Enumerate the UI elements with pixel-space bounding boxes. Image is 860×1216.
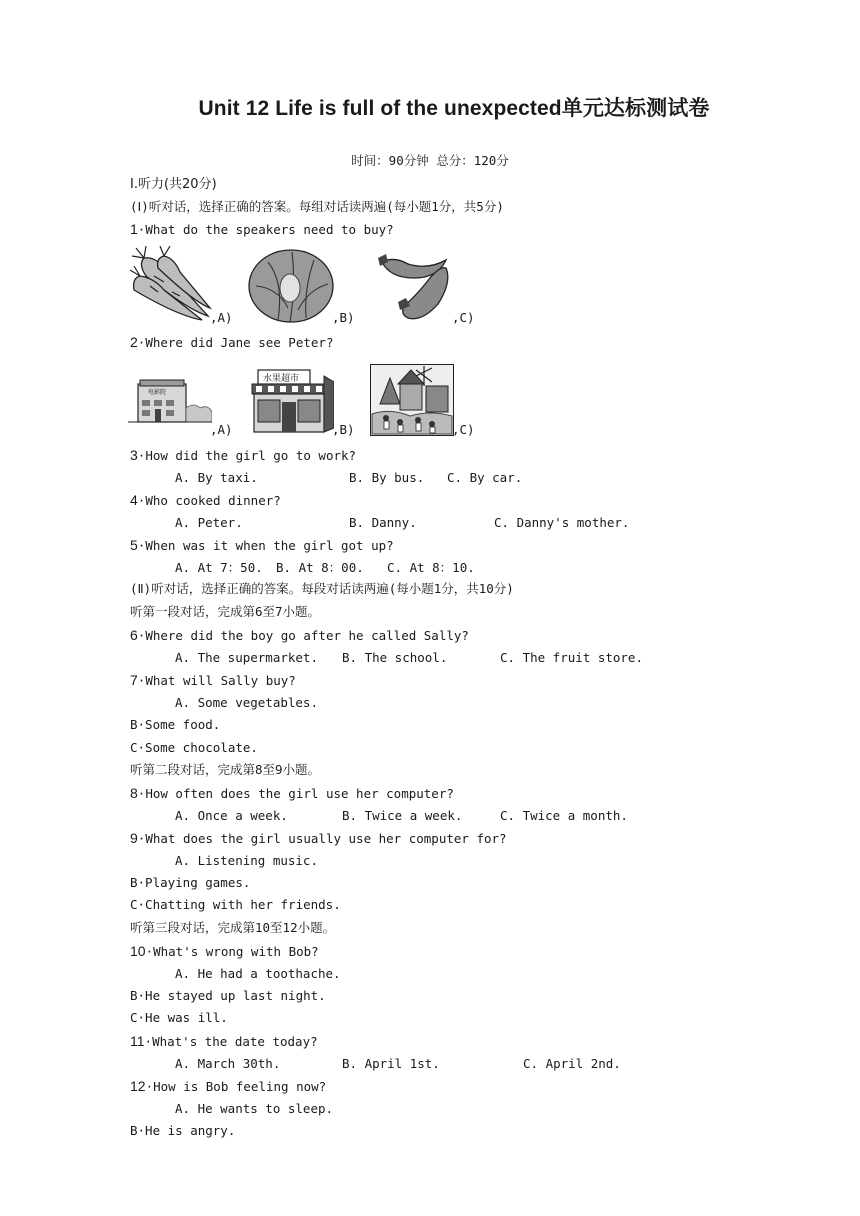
question-number: 1 (130, 221, 138, 237)
question-number: 9 (130, 830, 138, 846)
option-b: B. Danny. (349, 515, 417, 530)
cabbage-picture (248, 248, 334, 324)
part-1-instruction: (Ⅰ)听对话，选择正确的答案。每组对话读两遍(每小题1分，共5分) (130, 199, 504, 214)
question-number: 4 (130, 492, 138, 508)
question-10 (130, 943, 319, 960)
option-a: A. He had a toothache. (175, 966, 341, 981)
question-12 (130, 1078, 326, 1095)
question-text: ·Who cooked dinner? (137, 493, 281, 508)
option-b: B. At 8：00. (276, 560, 364, 575)
option-a-label: ,A) (210, 310, 233, 325)
option-b: B·Some food. (130, 717, 221, 732)
question-text: ·What will Sally buy? (137, 673, 296, 688)
option-b-label: ,B) (332, 422, 355, 437)
option-c: C. At 8：10. (387, 560, 475, 575)
question-number: 12 (130, 1078, 146, 1094)
question-text: ·How often does the girl use her computer? (137, 786, 454, 801)
dialogue-2-instruction: 听第二段对话，完成第8至9小题。 (130, 762, 321, 777)
cinema-picture (128, 378, 212, 424)
carrots-picture (128, 246, 212, 322)
option-b: B. Twice a week. (342, 808, 463, 823)
title-chinese: 单元达标测试卷 (561, 96, 710, 120)
question-number: 7 (130, 672, 138, 688)
question-number: 11 (130, 1033, 145, 1049)
peppers-picture (376, 248, 452, 324)
question-5 (130, 537, 394, 554)
option-b: B·He is angry. (130, 1123, 236, 1138)
question-6 (130, 627, 469, 644)
option-c: C. April 2nd. (523, 1056, 621, 1071)
question-text: ·Where did the boy go after he called Sally? (137, 628, 469, 643)
question-number: 10 (130, 943, 146, 959)
question-1 (130, 221, 394, 238)
option-c: C. By car. (447, 470, 523, 485)
option-b: B·Playing games. (130, 875, 251, 890)
option-a: A. He wants to sleep. (175, 1101, 334, 1116)
option-a: A. The supermarket. (175, 650, 318, 665)
shop-sign: 水果超市 (263, 374, 300, 384)
dialogue-1-instruction: 听第一段对话，完成第6至7小题。 (130, 604, 321, 619)
question-2 (130, 334, 333, 351)
question-number: 8 (130, 785, 138, 801)
title-english: Unit 12 Life is full of the unexpected (198, 97, 562, 120)
question-number: 5 (130, 537, 138, 553)
dialogue-3-instruction: 听第三段对话，完成第10至12小题。 (130, 920, 336, 935)
option-a: A. Once a week. (175, 808, 288, 823)
question-text: ·How did the girl go to work? (137, 448, 357, 463)
question-text: ·What does the girl usually use her computer for? (137, 831, 507, 846)
part-2-instruction: (Ⅱ)听对话，选择正确的答案。每段对话读两遍(每小题1分，共10分) (130, 581, 514, 596)
option-a: A. By taxi. (175, 470, 258, 485)
page-title (0, 92, 860, 122)
question-text: ·How is Bob feeling now? (145, 1079, 327, 1094)
question-text: ·What do the speakers need to buy? (137, 222, 394, 237)
question-7 (130, 672, 296, 689)
option-a: A. Peter. (175, 515, 243, 530)
option-a-label: ,A) (210, 422, 233, 437)
option-c-label: ,C) (452, 422, 475, 437)
option-c: C. The fruit store. (500, 650, 643, 665)
question-9 (130, 830, 507, 847)
option-a: A. Listening music. (175, 853, 318, 868)
question-11 (130, 1033, 318, 1050)
cinema-sign: 电影院 (148, 389, 167, 396)
exam-meta: 时间：90分钟 总分：120分 (351, 153, 509, 168)
question-text: ·What's wrong with Bob? (145, 944, 319, 959)
option-c: C·He was ill. (130, 1010, 228, 1025)
question-text: ·What's the date today? (144, 1034, 318, 1049)
question-number: 2 (130, 334, 138, 350)
option-a: A. March 30th. (175, 1056, 281, 1071)
question-number: 6 (130, 627, 138, 643)
option-c: C. Twice a month. (500, 808, 628, 823)
option-b: B·He stayed up last night. (130, 988, 326, 1003)
option-c: C·Some chocolate. (130, 740, 258, 755)
option-b: B. By bus. (349, 470, 425, 485)
option-c: C·Chatting with her friends. (130, 897, 341, 912)
option-b-label: ,B) (332, 310, 355, 325)
amusement-park-picture (370, 364, 454, 436)
question-3 (130, 447, 356, 464)
option-c: C. Danny's mother. (494, 515, 630, 530)
option-b: B. April 1st. (342, 1056, 440, 1071)
question-4 (130, 492, 281, 509)
question-8 (130, 785, 454, 802)
section-listening-heading: Ⅰ.听力(共20分) (130, 177, 217, 192)
option-c-label: ,C) (452, 310, 475, 325)
fruit-store-picture (250, 368, 334, 434)
option-a: A. Some vegetables. (175, 695, 318, 710)
option-a: A. At 7：50. (175, 560, 263, 575)
question-number: 3 (130, 447, 138, 463)
question-text: ·When was it when the girl got up? (137, 538, 394, 553)
option-b: B. The school. (342, 650, 448, 665)
question-text: ·Where did Jane see Peter? (137, 335, 334, 350)
